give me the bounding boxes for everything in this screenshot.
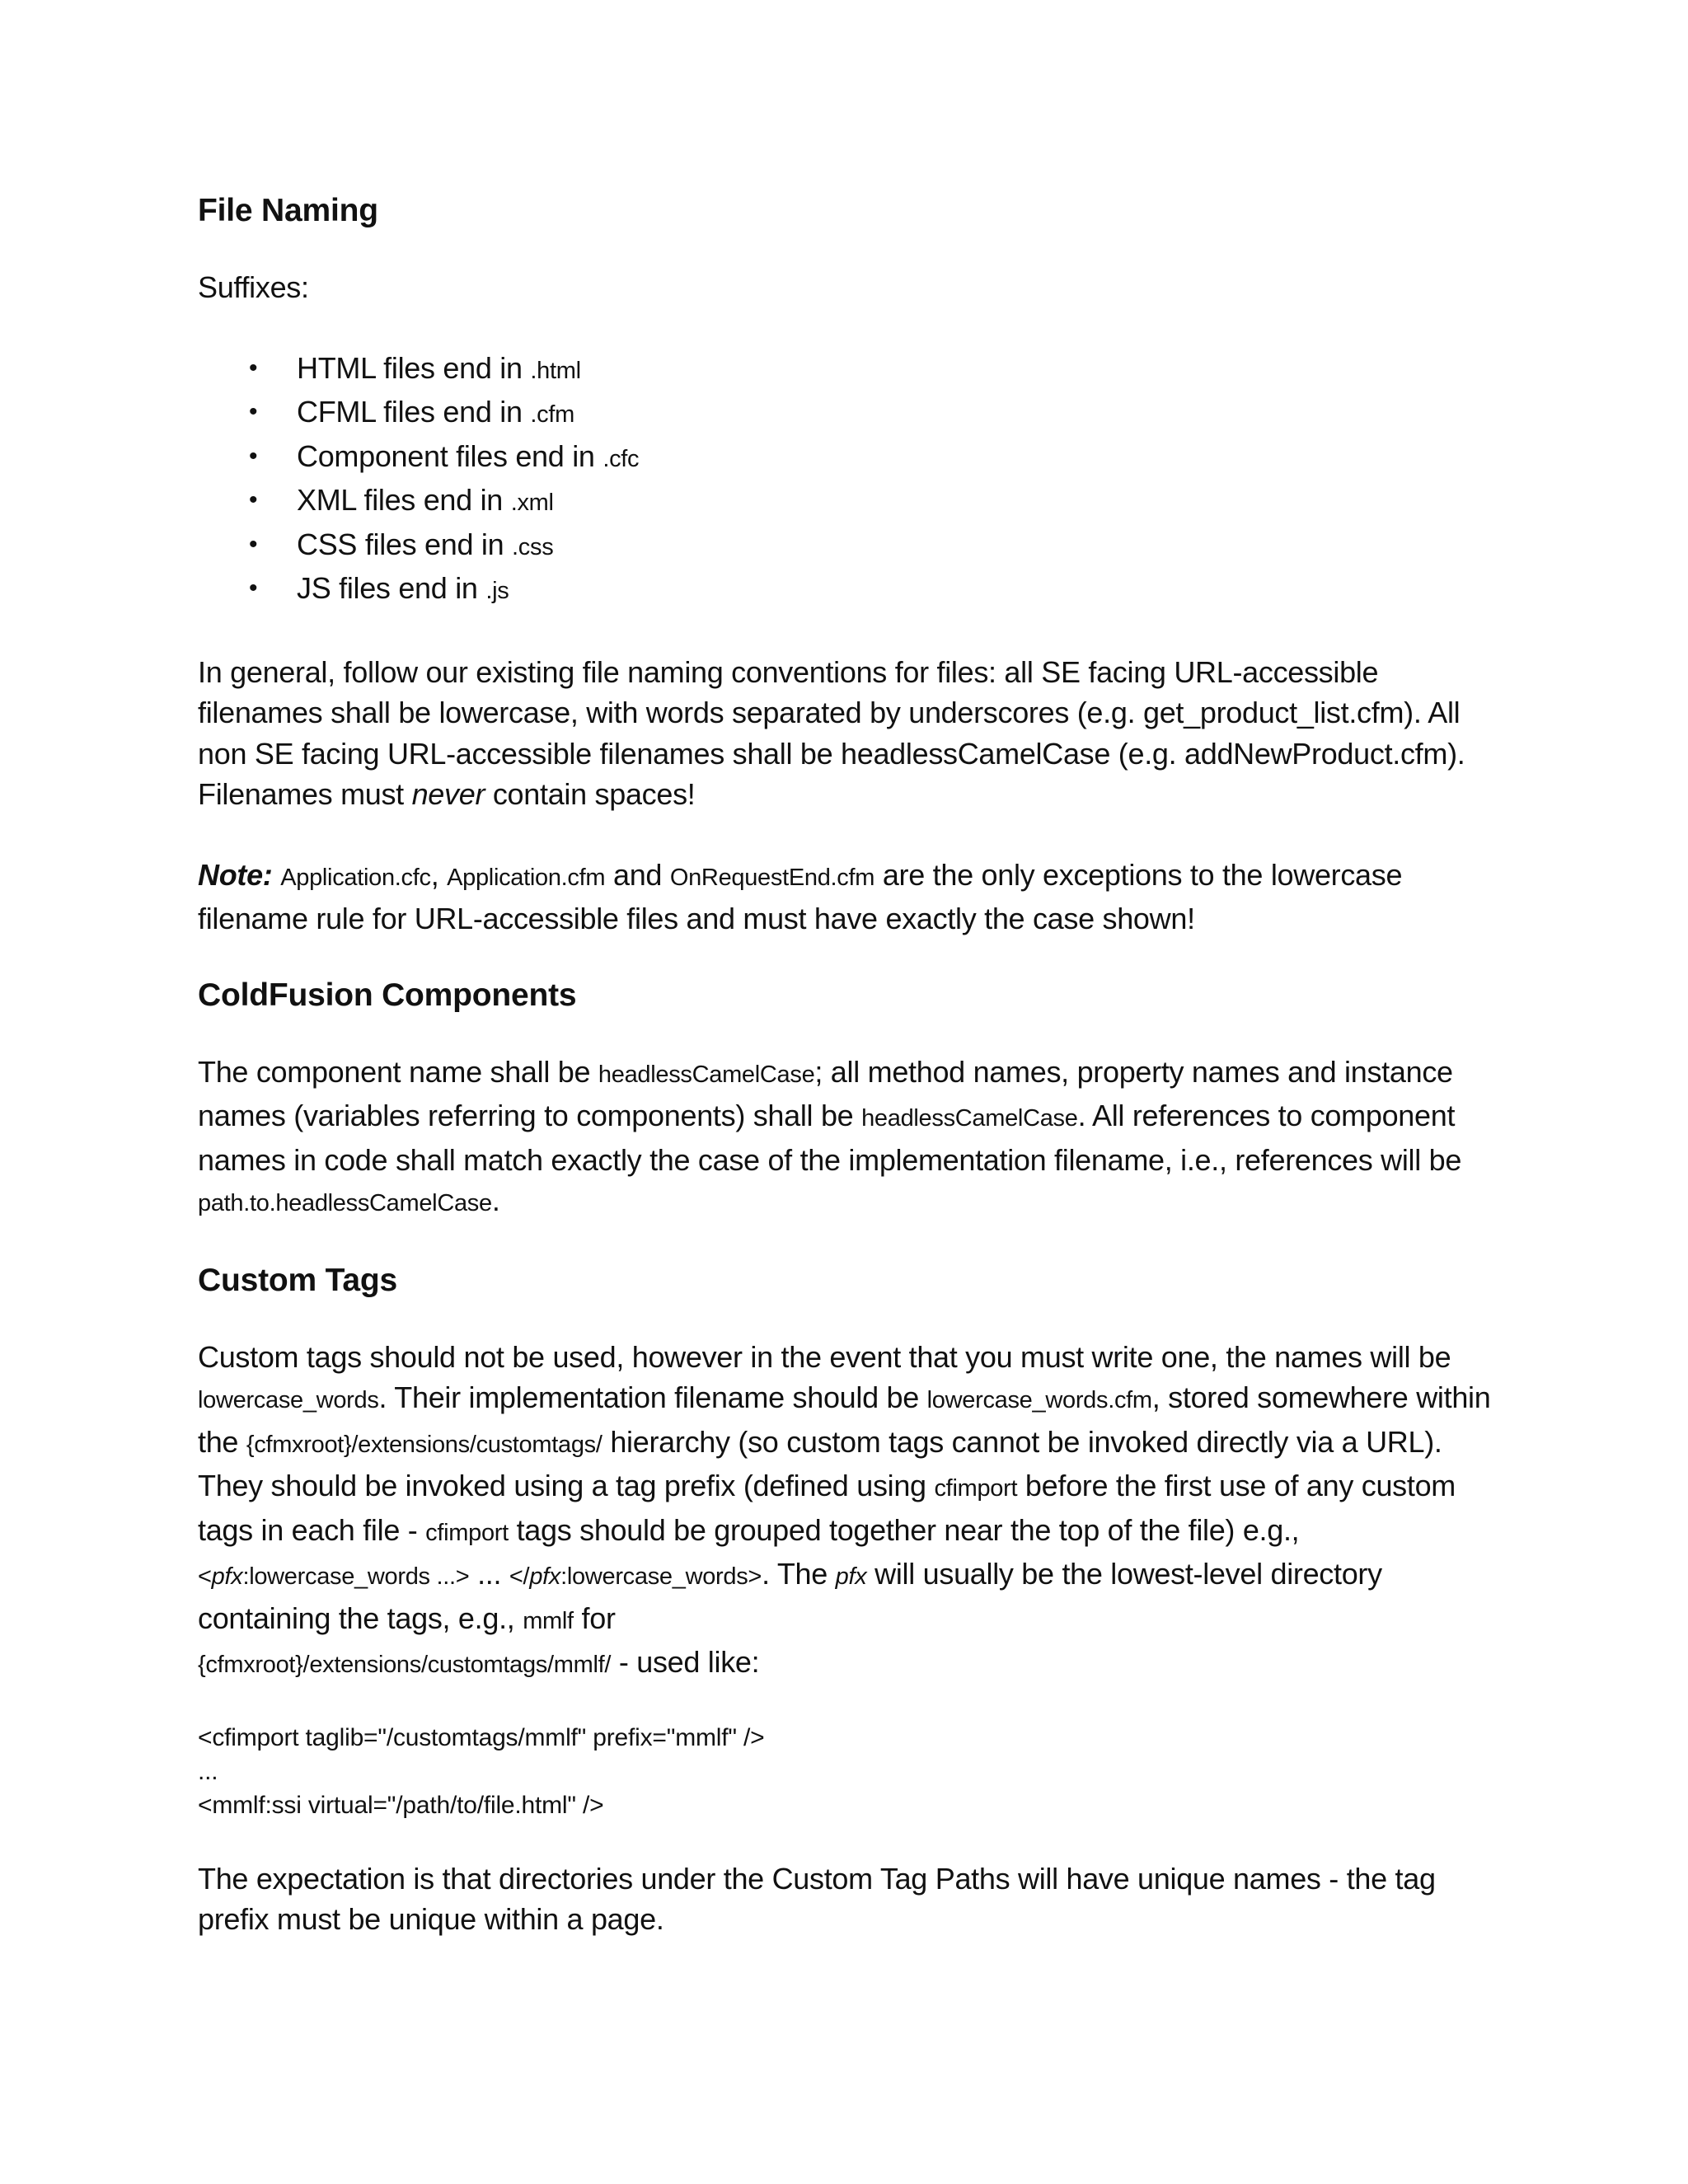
list-item: • CFML files end in .cfm: [198, 391, 1508, 436]
list-item: • HTML files end in .html: [198, 348, 1508, 392]
list-item: • XML files end in .xml: [198, 480, 1508, 524]
file-extension: .xml: [510, 490, 554, 516]
code-line: <cfimport taglib="/customtags/mmlf" prefix="mmlf" />: [198, 1723, 765, 1751]
list-item: • CSS files end in .css: [198, 524, 1508, 569]
custom-tags-paragraph: Custom tags should not be used, however in the event that you must write one, the names will be lowercase_words. Their implementation filename should be lowercase_words.cfm, stored somewhere within the {cfmxroot}/extensions/customtags/ hierarchy (so custom tags cannot be invoked directly via a URL). They should be invoked using a tag prefix (defined using cfimport before the first use of any custom tags in each file - cfimport tags should be grouped together near the top of the file) e.g., <pfx:lowercase_words ...> ... </pfx:lowercase_words>. The pfx will usually be the lowest-level directory containing the tags, e.g., mmlf for {cfmxroot}/extensions/customtags/mmlf/ - used like:: [198, 1339, 1491, 1679]
file-extension: .css: [512, 533, 554, 560]
suffix-list: [198, 348, 1508, 612]
bullet-icon: •: [249, 574, 258, 602]
heading-file-naming: File Naming: [198, 193, 378, 228]
code-line: <mmlf:ssi virtual="/path/to/file.html" />: [198, 1791, 604, 1819]
filename-onrequestend: OnRequestEnd.cfm: [669, 864, 875, 891]
code-line: ...: [198, 1757, 218, 1785]
general-naming-paragraph: In general, follow our existing file naming conventions for files: all SE facing URL-accessible filenames shall be lowercase, with words separated by underscores (e.g. get_product_list.cfm). All non SE facing URL-accessible filenames shall be headlessCamelCase (e.g. addNewProduct.cfm). Filenames must never contain spaces!: [198, 654, 1465, 811]
bullet-icon: •: [249, 530, 258, 558]
components-paragraph: The component name shall be headlessCamelCase; all method names, property names and instance names (variables referring to components) shall be headlessCamelCase. All references to component names in code shall match exactly the case of the implementation filename, i.e., references will be path.to.headlessCamelCase.: [198, 1054, 1462, 1217]
closing-paragraph: The expectation is that directories under the Custom Tag Paths will have unique names - the tag prefix must be unique within a page.: [198, 1861, 1436, 1936]
emphasis-never: never: [411, 777, 485, 811]
bullet-icon: •: [249, 354, 258, 382]
file-extension: .cfc: [603, 445, 640, 472]
code-example: [198, 1721, 1508, 1822]
file-extension: .js: [485, 578, 509, 604]
note-label: Note:: [198, 857, 273, 892]
heading-coldfusion-components: ColdFusion Components: [198, 977, 577, 1013]
file-extension: .html: [530, 357, 581, 384]
file-extension: .cfm: [530, 401, 574, 428]
bullet-icon: •: [249, 398, 258, 425]
heading-custom-tags: Custom Tags: [198, 1262, 397, 1298]
bullet-icon: •: [249, 486, 258, 513]
list-item: • Component files end in .cfc: [198, 436, 1508, 480]
filename-application-cfm: Application.cfm: [447, 864, 606, 891]
bullet-icon: •: [249, 442, 258, 470]
filename-application-cfc: Application.cfc: [280, 864, 431, 891]
document-content: [198, 188, 1508, 1940]
list-item: • JS files end in .js: [198, 568, 1508, 612]
suffixes-label: Suffixes:: [198, 270, 309, 304]
note-paragraph: Note: Application.cfc, Application.cfm and OnRequestEnd.cfm are the only exceptions to the lowercase filename rule for URL-accessible files and must have exactly the case shown!: [198, 857, 1403, 935]
